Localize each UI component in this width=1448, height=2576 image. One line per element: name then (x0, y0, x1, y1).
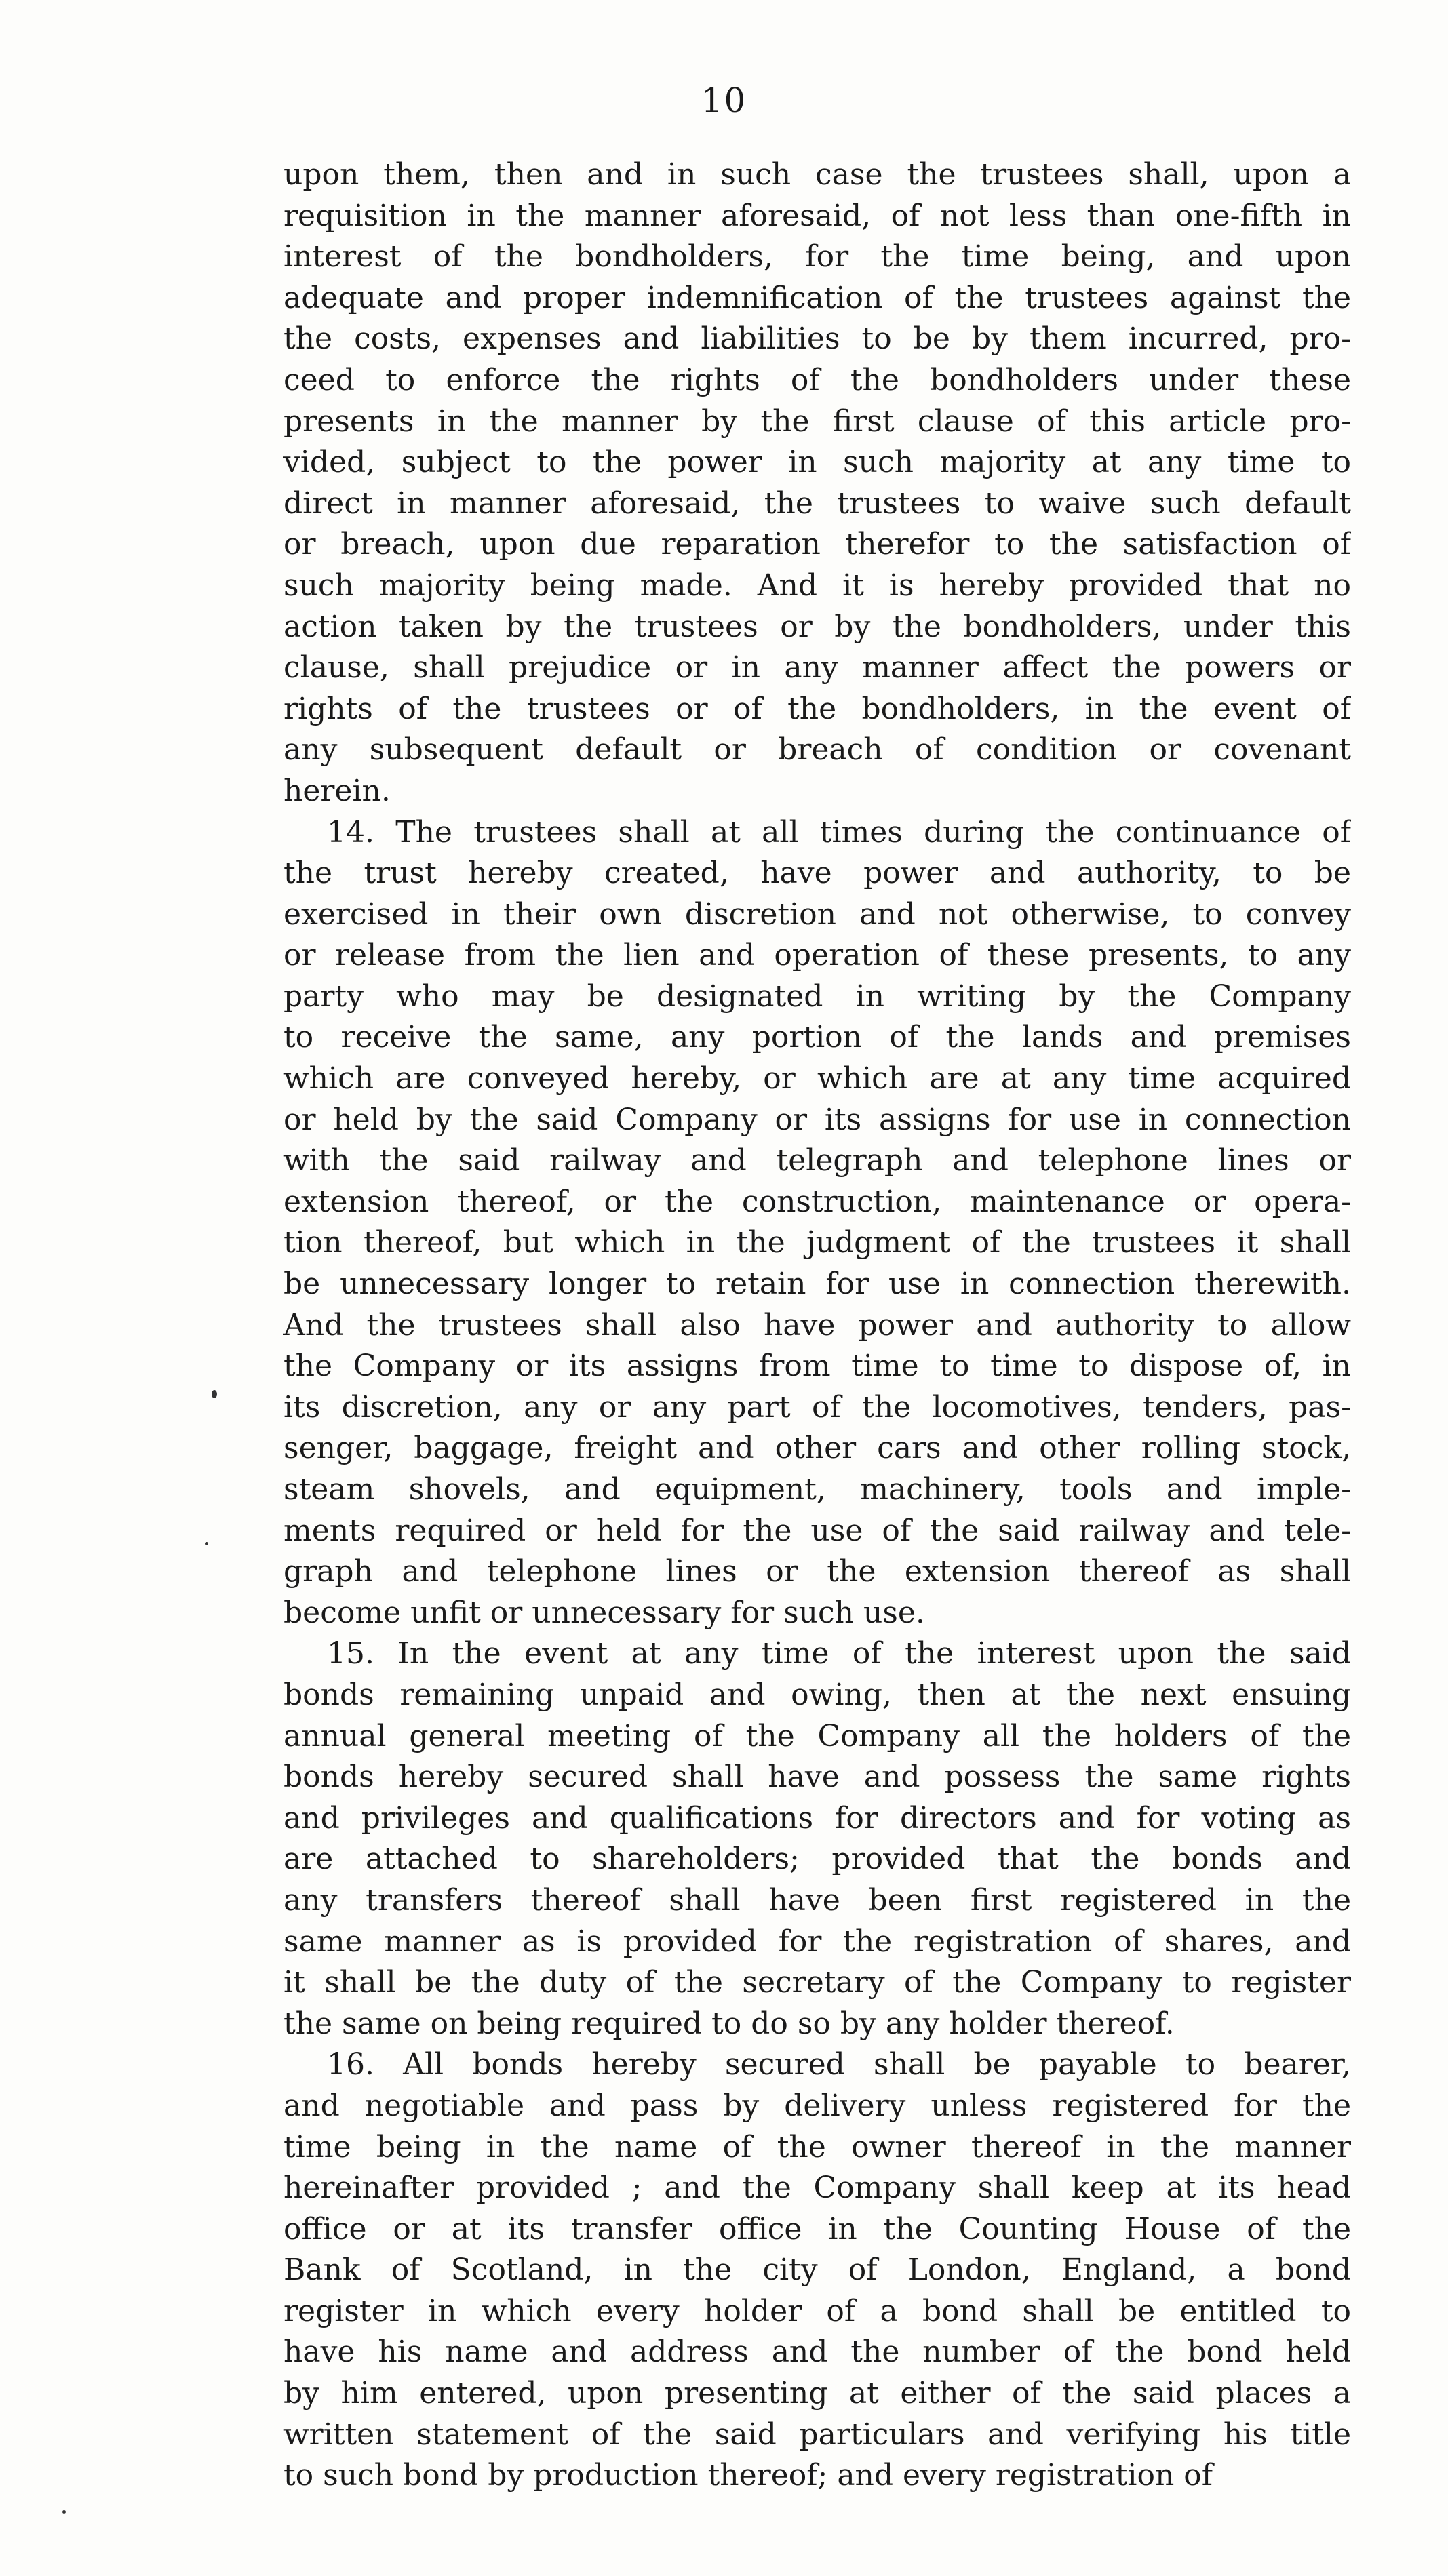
paragraph-continuation (283, 155, 1351, 812)
text-line: register in which every holder of a bond shall be entitled to (283, 2293, 1351, 2329)
text-line: become unfit or unnecessary for such use. (283, 1595, 925, 1630)
text-line: its discretion, any or any part of the locomotives, tenders, pas- (283, 1389, 1351, 1425)
text-line: which are conveyed hereby, or which are at any time acquired (283, 1061, 1351, 1096)
text-line: extension thereof, or the construction, maintenance or opera- (283, 1184, 1351, 1219)
text-line: be unnecessary longer to retain for use in connection therewith. (283, 1267, 1351, 1302)
text-line: have his name and address and the number of the bond held (283, 2335, 1351, 2370)
text-line: any subsequent default or breach of condition or covenant (283, 732, 1351, 768)
text-line: tion thereof, but which in the judgment of the trustees it shall (283, 1225, 1351, 1261)
text-line: such majority being made. And it is hereby provided that no (283, 568, 1351, 603)
text-line: bonds hereby secured shall have and possess the same rights (283, 1760, 1351, 1795)
text-line: senger, baggage, freight and other cars and other rolling stock, (283, 1431, 1351, 1466)
text-line: exercised in their own discretion and not otherwise, to convey (283, 896, 1351, 932)
text-line: the trust hereby created, have power and authority, to be (283, 856, 1351, 891)
text-line: annual general meeting of the Company all the holders of the (283, 1718, 1351, 1753)
text-line: adequate and proper indemnification of the trustees against the (283, 280, 1351, 315)
text-line: ceed to enforce the rights of the bondholders under these (283, 362, 1351, 397)
text-line: ments required or held for the use of the said railway and tele- (283, 1513, 1351, 1548)
text-line: it shall be the duty of the secretary of the Company to register (283, 1965, 1351, 2000)
text-line: direct in manner aforesaid, the trustees to waive such default (283, 486, 1351, 521)
text-line: 15. In the event at any time of the interest upon the said (327, 1636, 1351, 1671)
text-line: requisition in the manner aforesaid, of not less than one-fifth in (283, 198, 1351, 233)
text-line: by him entered, upon presenting at either of the said places a (283, 2376, 1351, 2411)
text-line: or breach, upon due reparation therefor to the satisfaction of (283, 527, 1351, 562)
text-line: to such bond by production thereof; and every registration of (283, 2458, 1213, 2493)
text-line: office or at its transfer office in the Counting House of the (283, 2211, 1351, 2246)
scan-speck (62, 2510, 66, 2514)
text-line: party who may be designated in writing by the Company (283, 978, 1351, 1014)
text-line: any transfers thereof shall have been first registered in the (283, 1882, 1351, 1918)
text-line: vided, subject to the power in such majority at any time to (283, 445, 1351, 480)
text-line: or held by the said Company or its assigns for use in connection (283, 1102, 1351, 1137)
scan-speck (212, 1390, 217, 1398)
text-line: the costs, expenses and liabilities to be by them incurred, pro- (283, 321, 1351, 357)
text-line: and privileges and qualifications for directors and for voting as (283, 1800, 1351, 1836)
text-line: rights of the trustees or of the bondholders, in the event of (283, 691, 1351, 726)
paragraph-clause-15 (283, 1633, 1351, 2044)
text-line: 14. The trustees shall at all times during the continuance of (327, 814, 1351, 850)
text-line: are attached to shareholders; provided that the bonds and (283, 1842, 1351, 1877)
text-line: And the trustees shall also have power and authority to allow (283, 1307, 1351, 1343)
page-number: 10 (701, 81, 747, 120)
scan-speck (205, 1542, 208, 1545)
text-line: clause, shall prejudice or in any manner affect the powers or (283, 650, 1351, 686)
text-line: action taken by the trustees or by the bondholders, under this (283, 609, 1351, 644)
text-line: the same on being required to do so by any holder thereof. (283, 2006, 1175, 2041)
text-line: and negotiable and pass by delivery unless registered for the (283, 2088, 1351, 2123)
text-line: Bank of Scotland, in the city of London, England, a bond (283, 2253, 1351, 2288)
text-line: herein. (283, 773, 391, 808)
text-line: upon them, then and in such case the trustees shall, upon a (283, 157, 1351, 192)
text-line: 16. All bonds hereby secured shall be payable to bearer, (327, 2047, 1351, 2082)
text-line: interest of the bondholders, for the time being, and upon (283, 239, 1351, 275)
text-line: steam shovels, and equipment, machinery, tools and imple- (283, 1472, 1351, 1507)
text-line: hereinafter provided ; and the Company shall keep at its head (283, 2171, 1351, 2206)
text-line: time being in the name of the owner thereof in the manner (283, 2129, 1351, 2164)
text-line: graph and telephone lines or the extension thereof as shall (283, 1554, 1351, 1589)
text-line: the Company or its assigns from time to time to dispose of, in (283, 1349, 1351, 1384)
text-line: same manner as is provided for the registration of shares, and (283, 1924, 1351, 1959)
text-line: bonds remaining unpaid and owing, then at the next ensuing (283, 1677, 1351, 1712)
text-line: with the said railway and telegraph and telephone lines or (283, 1143, 1351, 1178)
text-line: to receive the same, any portion of the lands and premises (283, 1020, 1351, 1055)
text-line: written statement of the said particulars and verifying his title (283, 2417, 1351, 2452)
text-line: or release from the lien and operation of these presents, to any (283, 938, 1351, 973)
text-column (283, 155, 1351, 2497)
paragraph-clause-14 (283, 812, 1351, 1634)
paragraph-clause-16 (283, 2044, 1351, 2497)
text-line: presents in the manner by the first clause of this article pro- (283, 403, 1351, 439)
